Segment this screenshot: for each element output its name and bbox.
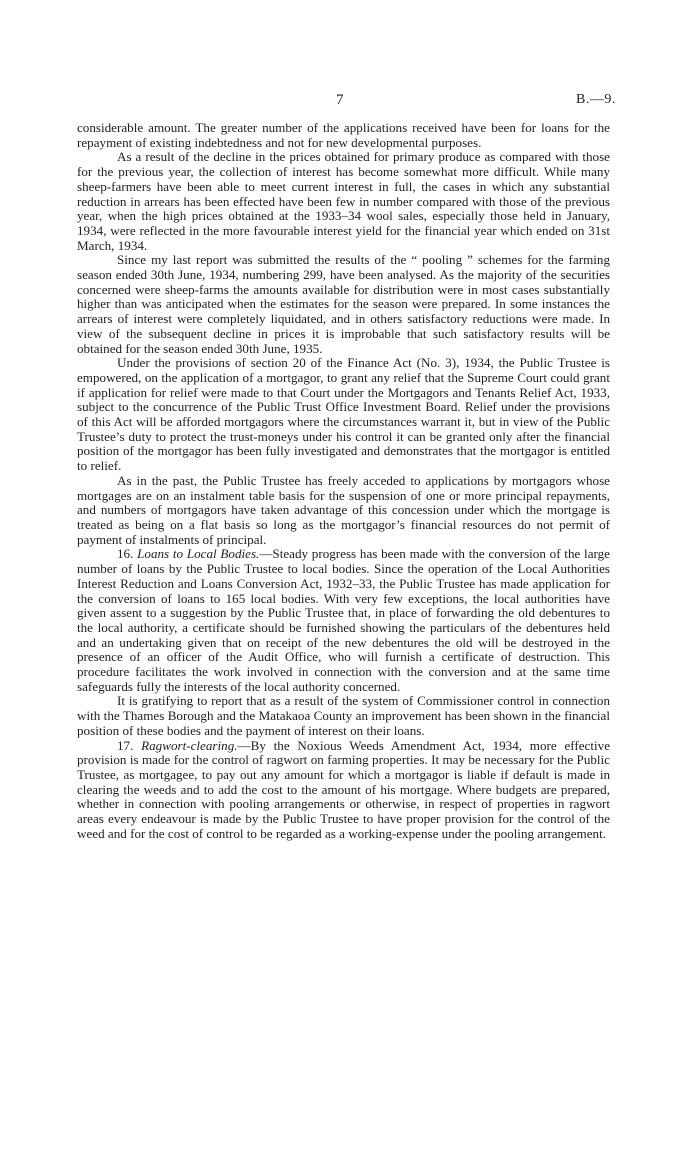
section-16-loans-to-local-bodies — [77, 547, 610, 694]
paragraph-text: As in the past, the Public Trustee has freely acceded to applications by mortgagors whose mortgages are on an instalment table basis for the suspension of one or more principal repayments, and numbers of mortgagors have taken advantage of this concession under which the mortgage is treated as being on a flat basis so long as the mortgagor’s financial resources do not permit of payment of instalments of principal. — [77, 472, 610, 547]
paragraph-commissioner-control — [77, 694, 610, 738]
paragraph-text: considerable amount. The greater number of the applications received have been for loans for the repayment of existing indebtedness and not for new developmental purposes. — [77, 120, 610, 150]
paragraph-instalment-suspension — [77, 474, 610, 548]
paragraph-pooling-schemes — [77, 253, 610, 356]
section-heading: Loans to Local Bodies. — [137, 546, 260, 562]
body-text — [77, 121, 610, 841]
paragraph-text: Since my last report was submitted the results of the “ pooling ” schemes for the farming season ended 30th June, 1934, numbering 299, have been analysed. As the majority of the securities concerned were sheep-farms the amounts available for distribution were in most cases substantially higher than was anticipated when the estimates for the season were prepared. In some instances the arrears of interest were completely liquidated, and in others satisfactory reductions were made. In view of the subsequent decline in prices it is improbable that such satisfactory results will be obtained for the season ended 30th June, 1935. — [77, 252, 610, 356]
paragraph-interest-collection — [77, 150, 610, 253]
paragraph-continuation — [77, 121, 610, 150]
section-17-ragwort-clearing — [77, 739, 610, 842]
paragraph-text: It is gratifying to report that as a result of the system of Commissioner control in connection with the Thames Borough and the Matakaoa County an improvement has been shown in the financial position of these bodies and the payment of interest on their loans. — [77, 693, 610, 738]
section-number: 16. — [117, 546, 134, 562]
paragraph-text: As a result of the decline in the prices obtained for primary produce as compared with those for the previous year, the collection of interest has become somewhat more difficult. While many sheep-farmers have been able to meet current interest in full, the cases in which any substantial reduction in arrears has been effected have been few in number compared with those of the previous year, when the high prices obtained at the 1933–34 wool sales, especially those held in January, 1934, were reflected in the more favourable interest yield for the financial year which ended on 31st March, 1934. — [77, 149, 610, 253]
page-number: 7 — [336, 92, 344, 108]
section-heading: Ragwort-clearing. — [141, 737, 238, 753]
paragraph-text: —By the Noxious Weeds Amendment Act, 1934, more effective provision is made for the control of ragwort on farming properties. It may be necessary for the Public Trustee, as mortgagee, to pay out any amount for which a mortgagor is liable if default is made in clearing the weeds and to add the cost to the amount of his mortgage. Where budgets are prepared, whether in connection with pooling arrangements or otherwise, in respect of properties in ragwort areas every endeavour is made by the Public Trustee to have proper provision for the control of the weed and for the cost of control to be regarded as a working-expense under the pooling arrangement. — [77, 737, 611, 841]
paragraph-text: Under the provisions of section 20 of the Finance Act (No. 3), 1934, the Public Trustee is empowered, on the application of a mortgagor, to grant any relief that the Supreme Court could grant if application for relief were made to that Court under the Mortgagors and Tenants Relief Act, 1933, subject to the concurrence of the Public Trust Office Investment Board. Relief under the provisions of this Act will be afforded mortgagors where the circumstances warrant it, but in view of the Public Trustee’s duty to protect the trust-moneys under his control it can be granted only after the financial position of the mortgagor has been fully investigated and demonstrates that the mortgagor is entitled to relief. — [77, 355, 610, 474]
section-number: 17. — [117, 737, 134, 753]
document-reference: B.—9. — [576, 92, 616, 107]
paragraph-text: —Steady progress has been made with the conversion of the large number of loans by the Public Trustee to local bodies. Since the operation of the Local Authorities Interest Reduction and Loans Conversion Act, 1932–33, the Public Trustee has made application for the conversion of loans to 165 local bodies. With very few exceptions, the local authorities have given assent to a suggestion by the Public Trustee that, in place of forwarding the old debentures to the local authority, a certificate should be furnished showing the particulars of the debentures held and an undertaking given that on receipt of the new debentures the old will be destroyed in the presence of an officer of the Audit Office, who will furnish a certificate of destruction. This procedure facilitates the work involved in connection with the conversion and at the same time safeguards fully the interests of the local authority concerned. — [77, 546, 610, 694]
paragraph-finance-act — [77, 356, 610, 474]
